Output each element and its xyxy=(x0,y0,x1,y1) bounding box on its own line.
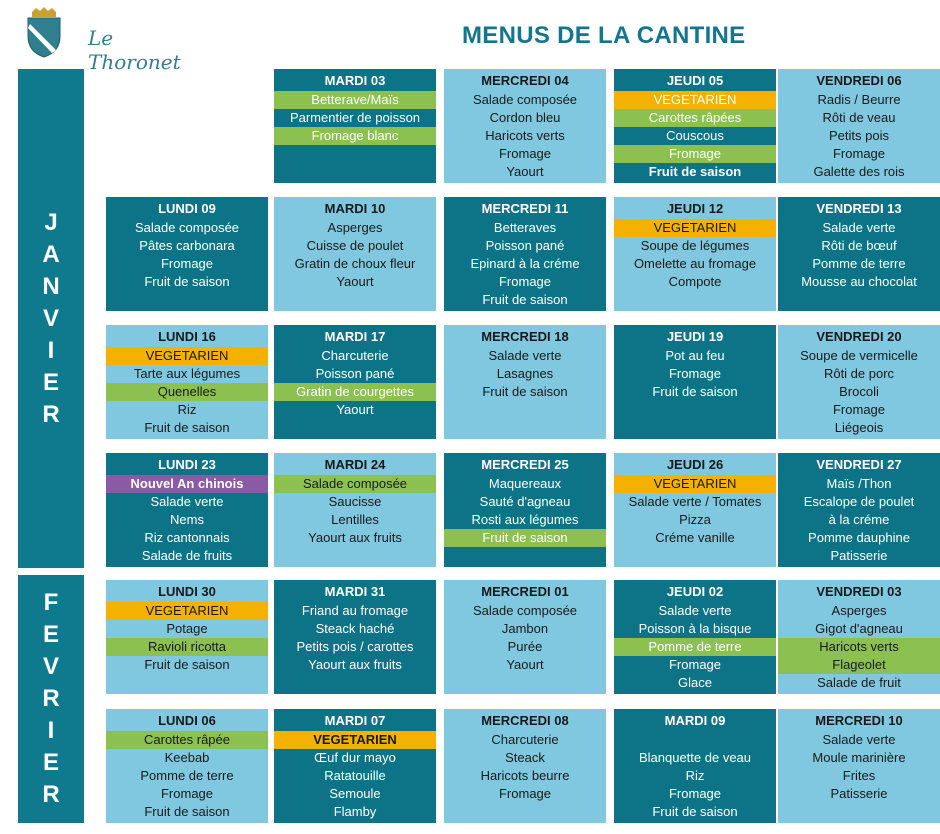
menu-item: Pâtes carbonara xyxy=(139,238,235,253)
menu-items xyxy=(106,731,268,821)
month-letter: I xyxy=(47,336,55,364)
menu-item: Gratin de courgettes xyxy=(274,383,436,401)
day-card xyxy=(778,69,940,183)
month-letter: E xyxy=(42,749,59,776)
menu-item: Salade de fruits xyxy=(141,548,233,563)
menu-item: Fromage blanc xyxy=(274,127,436,145)
day-card xyxy=(778,453,940,567)
day-card xyxy=(614,580,776,694)
menu-item: Charcuterie xyxy=(491,732,559,747)
menu-item: Asperges xyxy=(831,603,887,618)
menu-item: Lentilles xyxy=(331,512,379,527)
menu-item: Patisserie xyxy=(830,786,888,801)
menu-item: Fromage xyxy=(160,256,214,271)
menu-item: Jambon xyxy=(501,621,549,636)
day-label: MARDI 17 xyxy=(324,329,386,344)
menu-items xyxy=(274,91,436,145)
month-letter: N xyxy=(42,272,60,300)
menu-item: Fruit de saison xyxy=(444,529,606,547)
menu-item: Rôti de porc xyxy=(823,366,895,381)
month-label-fevrier xyxy=(18,575,84,823)
menu-items xyxy=(778,731,940,803)
day-card xyxy=(614,709,776,823)
menu-item: Soupe de légumes xyxy=(640,238,750,253)
menu-item: Nems xyxy=(170,512,204,527)
menu-items xyxy=(444,91,606,181)
day-card xyxy=(444,453,606,567)
day-label: JEUDI 12 xyxy=(666,201,724,216)
menu-item: Fromage xyxy=(614,145,776,163)
menu-items xyxy=(444,602,606,674)
month-letter: R xyxy=(42,685,60,712)
day-label: MERCREDI 18 xyxy=(481,329,569,344)
menu-item: Fruit de saison xyxy=(144,804,230,819)
menu-item: Salade composée xyxy=(274,475,436,493)
logo-text: Le Thoronet xyxy=(88,26,181,74)
menu-item: Semoule xyxy=(329,786,381,801)
menu-item: Blanquette de veau xyxy=(638,750,752,765)
menu-item: Saucisse xyxy=(328,494,382,509)
day-label: MERCREDI 08 xyxy=(481,713,569,728)
menu-item xyxy=(614,731,776,749)
day-card xyxy=(444,325,606,439)
menu-item: Glace xyxy=(678,675,712,690)
day-label: JEUDI 02 xyxy=(666,584,724,599)
menu-item: Œuf dur mayo xyxy=(314,750,396,765)
menu-item: Riz cantonnais xyxy=(144,530,230,545)
day-label: JEUDI 19 xyxy=(666,329,724,344)
menu-item: Fromage xyxy=(832,402,886,417)
menu-item: Fromage xyxy=(668,786,722,801)
menu-item: Fromage xyxy=(160,786,214,801)
day-card xyxy=(274,325,436,439)
menu-item: Fruit de saison xyxy=(144,657,230,672)
menu-item: à la créme xyxy=(828,512,890,527)
menu-items xyxy=(106,602,268,674)
menu-item: Yaourt aux fruits xyxy=(308,530,402,545)
day-card xyxy=(274,709,436,823)
menu-item: Salade verte xyxy=(488,348,562,363)
day-card xyxy=(778,709,940,823)
menu-item: Parmentier de poisson xyxy=(289,110,421,125)
day-label: VENDREDI 27 xyxy=(816,457,902,472)
menu-item: Epinard à la créme xyxy=(470,256,580,271)
day-card xyxy=(444,709,606,823)
menu-item: Petits pois / carottes xyxy=(296,639,414,654)
menu-item: Carottes râpée xyxy=(106,731,268,749)
menu-item: Pomme dauphine xyxy=(808,530,910,545)
menu-items xyxy=(444,475,606,547)
menu-items xyxy=(444,347,606,401)
month-label-janvier xyxy=(18,69,84,568)
menu-item: Yaourt xyxy=(336,402,374,417)
day-card xyxy=(274,69,436,183)
day-card xyxy=(778,325,940,439)
menu-item: Salade composée xyxy=(472,92,578,107)
month-letter: I xyxy=(47,717,55,744)
menu-item: Yaourt aux fruits xyxy=(308,657,402,672)
menu-item: Fruit de saison xyxy=(482,292,568,307)
menu-item: Fruit de saison xyxy=(652,384,738,399)
menu-items xyxy=(614,219,776,291)
menu-item: Salade verte xyxy=(150,494,224,509)
menu-item: Pomme de terre xyxy=(614,638,776,656)
menu-items xyxy=(778,219,940,291)
menu-item: Cuisse de poulet xyxy=(306,238,404,253)
menu-items xyxy=(614,475,776,547)
menu-items xyxy=(444,219,606,309)
menu-item: Poisson à la bisque xyxy=(638,621,752,636)
menu-item: Fromage xyxy=(668,657,722,672)
month-letter: V xyxy=(42,653,59,680)
menu-item: Flamby xyxy=(333,804,377,819)
menu-item: Frites xyxy=(842,768,876,783)
menu-item: Fromage xyxy=(498,786,552,801)
day-card xyxy=(106,580,268,694)
day-label: MERCREDI 25 xyxy=(481,457,569,472)
menu-items xyxy=(274,475,436,547)
menu-item: Fruit de saison xyxy=(144,420,230,435)
menu-item: Riz xyxy=(685,768,705,783)
menu-item: Moule marinière xyxy=(812,750,906,765)
menu-item: Carottes râpées xyxy=(614,109,776,127)
menu-item: Potage xyxy=(166,621,208,636)
menu-items xyxy=(106,347,268,437)
day-label: JEUDI 05 xyxy=(666,73,724,88)
menu-items xyxy=(444,731,606,803)
menu-item: Escalope de poulet xyxy=(803,494,915,509)
month-letter: F xyxy=(43,589,59,616)
day-label: LUNDI 06 xyxy=(158,713,216,728)
menu-item: Maïs /Thon xyxy=(826,476,892,491)
menu-item: Haricots beurre xyxy=(480,768,570,783)
menu-item: Asperges xyxy=(327,220,383,235)
day-card xyxy=(444,580,606,694)
menu-item: Keebab xyxy=(164,750,210,765)
menu-item: Purée xyxy=(507,639,543,654)
day-label: LUNDI 23 xyxy=(158,457,216,472)
menu-items xyxy=(106,475,268,565)
menu-item: Petits pois xyxy=(829,128,889,143)
day-card xyxy=(778,197,940,311)
page-title: MENUS DE LA CANTINE xyxy=(462,22,746,49)
menu-item: Friand au fromage xyxy=(301,603,409,618)
day-card xyxy=(106,197,268,311)
menu-item: Salade verte / Tomates xyxy=(628,494,762,509)
day-card xyxy=(614,197,776,311)
day-label: MARDI 31 xyxy=(324,584,386,599)
day-card xyxy=(106,453,268,567)
menu-item: Ravioli ricotta xyxy=(106,638,268,656)
special-event-badge: Nouvel An chinois xyxy=(106,475,268,493)
menu-items xyxy=(274,602,436,674)
menu-item: Steack xyxy=(505,750,545,765)
menu-item: Créme vanille xyxy=(655,530,735,545)
vegetarian-badge: VEGETARIEN xyxy=(106,602,268,620)
menu-item: Salade verte xyxy=(822,732,896,747)
menu-item: Salade composée xyxy=(134,220,240,235)
menu-items xyxy=(274,219,436,291)
menu-item: Salade verte xyxy=(658,603,732,618)
month-letter: V xyxy=(42,304,59,332)
menu-item: Omelette au fromage xyxy=(633,256,757,271)
menu-item: Quenelles xyxy=(106,383,268,401)
month-letter: R xyxy=(42,781,60,808)
menu-item: Haricots verts xyxy=(778,638,940,656)
day-card xyxy=(106,325,268,439)
menu-item: Lasagnes xyxy=(496,366,554,381)
day-card xyxy=(614,453,776,567)
day-label: LUNDI 30 xyxy=(158,584,216,599)
month-letter: J xyxy=(44,208,58,236)
menu-item: Gigot d'agneau xyxy=(815,621,903,636)
menu-item: Salade verte xyxy=(822,220,896,235)
menu-item: Tarte aux légumes xyxy=(133,366,241,381)
menu-item: Rosti aux légumes xyxy=(471,512,579,527)
menu-item: Maquereaux xyxy=(488,476,562,491)
month-letter: A xyxy=(42,240,60,268)
menu-item: Couscous xyxy=(666,128,724,143)
menu-item: Poisson pané xyxy=(315,366,395,381)
menu-items xyxy=(106,219,268,291)
day-label: MERCREDI 01 xyxy=(481,584,569,599)
day-label: MERCREDI 11 xyxy=(481,201,569,216)
menu-items xyxy=(614,91,776,181)
vegetarian-badge: VEGETARIEN xyxy=(274,731,436,749)
day-label: MARDI 24 xyxy=(324,457,386,472)
day-card xyxy=(106,709,268,823)
menu-items xyxy=(778,91,940,181)
day-label: VENDREDI 13 xyxy=(816,201,902,216)
day-label: LUNDI 09 xyxy=(158,201,216,216)
day-label: MARDI 07 xyxy=(324,713,386,728)
menu-item: Riz xyxy=(177,402,197,417)
menu-item: Flageolet xyxy=(778,656,940,674)
menu-item: Fruit de saison xyxy=(648,164,742,179)
vegetarian-badge: VEGETARIEN xyxy=(614,219,776,237)
menu-item: Soupe de vermicelle xyxy=(800,348,918,363)
vegetarian-badge: VEGETARIEN xyxy=(614,91,776,109)
menu-item: Galette des rois xyxy=(813,164,905,179)
menu-item: Yaourt xyxy=(506,657,544,672)
menu-item: Pomme de terre xyxy=(140,768,234,783)
menu-item: Cordon bleu xyxy=(489,110,561,125)
menu-item: Rôti de veau xyxy=(822,110,896,125)
day-card xyxy=(778,580,940,694)
day-label: MARDI 09 xyxy=(664,713,726,728)
menu-item: Yaourt xyxy=(506,164,544,179)
day-label: MERCREDI 04 xyxy=(481,73,569,88)
day-card xyxy=(614,69,776,183)
menu-item: Salade de fruit xyxy=(817,675,901,690)
menu-items xyxy=(778,347,940,437)
day-card xyxy=(614,325,776,439)
menu-items xyxy=(778,602,940,692)
menu-item: Ratatouille xyxy=(324,768,386,783)
menu-item: Compote xyxy=(668,274,722,289)
menu-item: Pomme de terre xyxy=(812,256,906,271)
menu-item: Fruit de saison xyxy=(144,274,230,289)
day-label: VENDREDI 03 xyxy=(816,584,902,599)
menu-item: Fruit de saison xyxy=(482,384,568,399)
month-letter: R xyxy=(42,400,60,428)
day-label: JEUDI 26 xyxy=(666,457,724,472)
day-label: MARDI 10 xyxy=(324,201,386,216)
menu-item: Charcuterie xyxy=(321,348,389,363)
menu-items xyxy=(614,731,776,821)
menu-item: Salade composée xyxy=(472,603,578,618)
menu-items xyxy=(614,602,776,692)
vegetarian-badge: VEGETARIEN xyxy=(106,347,268,365)
menu-item: Patisserie xyxy=(830,548,888,563)
menu-item: Fromage xyxy=(498,274,552,289)
day-card xyxy=(444,197,606,311)
menu-item: Poisson pané xyxy=(485,238,565,253)
menu-item: Brocoli xyxy=(839,384,879,399)
day-label: MARDI 03 xyxy=(324,73,386,88)
menu-item: Radis / Beurre xyxy=(817,92,901,107)
menu-items xyxy=(614,347,776,401)
day-label: VENDREDI 20 xyxy=(816,329,902,344)
day-label: MERCREDI 10 xyxy=(815,713,903,728)
menu-item: Steack haché xyxy=(315,621,395,636)
menu-item: Fruit de saison xyxy=(652,804,738,819)
menu-item: Liégeois xyxy=(834,420,884,435)
coat-of-arms-icon xyxy=(24,6,64,58)
town-logo xyxy=(24,6,184,74)
day-card xyxy=(274,197,436,311)
day-label: VENDREDI 06 xyxy=(816,73,902,88)
menu-item: Mousse au chocolat xyxy=(801,274,917,289)
menu-item: Fromage xyxy=(498,146,552,161)
menu-item: Yaourt xyxy=(336,274,374,289)
menu-item: Haricots verts xyxy=(485,128,565,143)
menu-items xyxy=(274,731,436,821)
month-letter: E xyxy=(42,621,59,648)
menu-item: Rôti de bœuf xyxy=(821,238,897,253)
day-card xyxy=(274,453,436,567)
menu-items xyxy=(274,347,436,419)
month-letter: E xyxy=(42,368,59,396)
menu-item: Fromage xyxy=(668,366,722,381)
day-card xyxy=(444,69,606,183)
day-label: LUNDI 16 xyxy=(158,329,216,344)
vegetarian-badge: VEGETARIEN xyxy=(614,475,776,493)
day-card xyxy=(274,580,436,694)
menu-items xyxy=(778,475,940,565)
menu-item: Pizza xyxy=(679,512,711,527)
menu-item: Betteraves xyxy=(493,220,557,235)
menu-item: Sauté d'agneau xyxy=(479,494,571,509)
menu-item: Pot au feu xyxy=(665,348,725,363)
menu-item: Betterave/Maïs xyxy=(274,91,436,109)
menu-item: Fromage xyxy=(832,146,886,161)
menu-item: Gratin de choux fleur xyxy=(294,256,416,271)
